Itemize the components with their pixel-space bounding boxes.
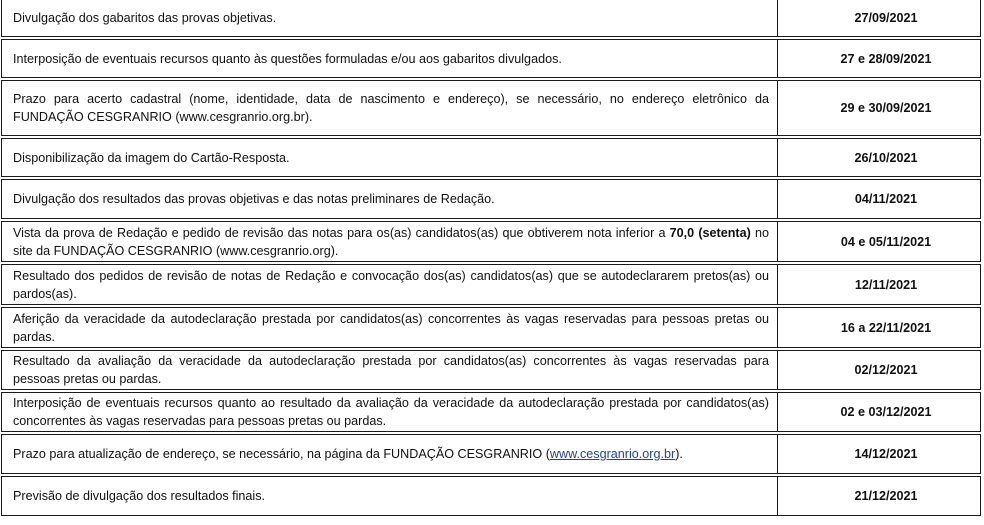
cesgranrio-link[interactable]: www.cesgranrio.org.br xyxy=(549,447,676,461)
table-row xyxy=(1,307,981,348)
event-description: Interposição de eventuais recursos quanto às questões formuladas e/ou aos gabaritos divulgados. xyxy=(2,40,778,77)
event-date: 02/12/2021 xyxy=(854,363,918,377)
table-row xyxy=(1,221,981,262)
table-row xyxy=(1,434,981,474)
event-description: Interposição de eventuais recursos quanto ao resultado da avaliação da veracidade da autodeclaração prestada por candidatos(as) concorrentes às vagas reservadas para pessoas pretas ou pardas. xyxy=(2,393,778,431)
event-date: 04 e 05/11/2021 xyxy=(840,234,932,249)
event-date: 04/11/2021 xyxy=(854,192,918,206)
event-description: Divulgação dos resultados das provas objetivas e das notas preliminares de Redação. xyxy=(2,180,778,218)
event-date: 21/12/2021 xyxy=(854,489,918,503)
event-description: Divulgação dos gabaritos das provas objetivas. xyxy=(2,0,778,36)
event-date: 02 e 03/12/2021 xyxy=(840,405,932,419)
table-row xyxy=(1,0,981,37)
minimum-score: 70,0 (setenta) xyxy=(669,225,751,240)
event-description: Vista da prova de Redação e pedido de revisão das notas para os(as) candidatos(as) que obtiverem nota inferior a 70,0 (setenta) no site da FUNDAÇÃO CESGRANRIO (www.cesgranrio.org). xyxy=(2,222,778,261)
table-row xyxy=(1,80,981,136)
event-description: Aferição da veracidade da autodeclaração prestada por candidatos(as) concorrentes às vagas reservadas para pessoas pretas ou pardas. xyxy=(2,308,778,347)
table-row xyxy=(1,476,981,516)
event-description: Disponibilização da imagem do Cartão-Resposta. xyxy=(2,139,778,176)
table-row xyxy=(1,350,981,390)
table-row xyxy=(1,264,981,305)
event-date: 27/09/2021 xyxy=(854,11,918,25)
event-date: 14/12/2021 xyxy=(854,447,918,461)
event-date: 29 e 30/09/2021 xyxy=(840,101,932,115)
event-description: Prazo para atualização de endereço, se necessário, na página da FUNDAÇÃO CESGRANRIO (www.cesgranrio.org.br). xyxy=(2,435,778,473)
table-row xyxy=(1,138,981,177)
table-row xyxy=(1,39,981,78)
event-description: Previsão de divulgação dos resultados finais. xyxy=(2,477,778,515)
event-description: Resultado dos pedidos de revisão de notas de Redação e convocação dos(as) candidatos(as) que se autodeclararem pretos(as) ou pardos(as). xyxy=(2,265,778,304)
event-date: 26/10/2021 xyxy=(854,150,918,165)
event-description: Prazo para acerto cadastral (nome, identidade, data de nascimento e endereço), se necessário, no endereço eletrônico da FUNDAÇÃO CESGRANRIO (www.cesgranrio.org.br). xyxy=(2,81,778,135)
table-row xyxy=(1,392,981,432)
schedule-table xyxy=(1,0,981,516)
event-description: Resultado da avaliação da veracidade da autodeclaração prestada por candidatos(as) concorrentes às vagas reservadas para pessoas pretas ou pardas. xyxy=(2,351,778,389)
event-date: 16 a 22/11/2021 xyxy=(840,320,932,335)
event-date: 12/11/2021 xyxy=(854,277,918,292)
table-row xyxy=(1,179,981,219)
event-date: 27 e 28/09/2021 xyxy=(840,51,932,66)
